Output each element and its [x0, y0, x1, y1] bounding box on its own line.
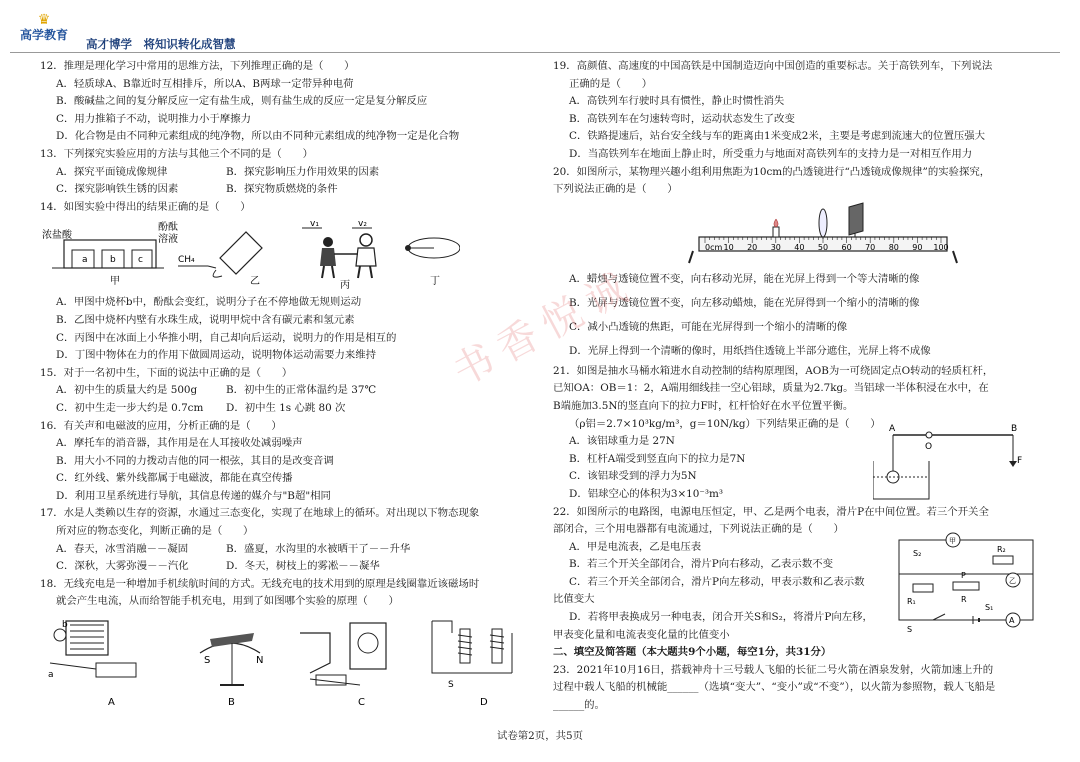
circular-motion-icon — [405, 238, 460, 258]
question-stem: 14．如图实验中得出的结果正确的是（ ） — [40, 200, 251, 213]
option-b: B．初中生的正常体温约是 37℃ — [226, 384, 377, 397]
option-c: C．初中生走一步大约是 0.7cm — [56, 401, 204, 414]
question-14 — [40, 199, 530, 365]
option-c: C．减小凸透镜的焦距，可能在光屏得到一个缩小的清晰的像 — [569, 320, 848, 333]
option-b: B．若三个开关全部闭合，滑片P向右移动，乙表示数不变 — [569, 558, 833, 571]
caption-bing: 丙 — [340, 280, 350, 292]
ammeter-a: A — [1009, 615, 1015, 625]
option-d: B．探究物质燃烧的条件 — [226, 183, 338, 196]
label-switch-s: S — [448, 680, 454, 691]
caption-d: D — [480, 697, 488, 709]
option-b: B．探究影响压力作用效果的因素 — [226, 165, 380, 178]
option-c: C．若三个开关全部闭合，滑片P向左移动，甲表示数和乙表示数 — [569, 575, 865, 588]
question-stem-cont: 部闭合，三个用电器都有电流通过，下列说法正确的是（ ） — [553, 523, 844, 536]
label-p: P — [961, 570, 966, 580]
ruler-label: 0cm — [705, 242, 723, 252]
question-stem-cont: 过程中载人飞船的机械能______（选填“变大”、“变小”或“不变”），以火箭为参照物，载人飞船是 — [553, 681, 996, 694]
option-c: C．该铝球受到的浮力为5N — [569, 470, 697, 483]
question-stem: 21．如图是抽水马桶水箱进水自动控制的结构原理图，AOB为一可绕固定点O转动的轻质杠杆， — [553, 364, 994, 377]
option-a: A．轻质球A、B靠近时互相排斥，所以A、B两球一定带异种电荷 — [56, 77, 354, 90]
option-b: B．高铁列车在匀速转弯时，运动状态发生了改变 — [569, 112, 795, 125]
circuit-diagram — [893, 530, 1043, 634]
question-16 — [40, 418, 530, 506]
option-d: D．丁图中物体在力的作用下做圆周运动，说明物体运动需要力来维持 — [56, 349, 377, 362]
caption-c: C — [358, 697, 365, 709]
label-phenol: 酚酞 — [158, 222, 178, 234]
question-stem: 17．水是人类赖以生存的资源，水通过三态变化，实现了在地球上的循环。对出现以下物态现象 — [40, 507, 480, 520]
label-acid: 浓盐酸 — [42, 230, 72, 242]
label-r2: R₂ — [997, 544, 1006, 554]
question-stem: 22．如图所示的电路图，电源电压恒定，甲、乙是两个电表，滑片P在中间位置。若三个开关全 — [553, 505, 989, 518]
option-d: D．铝球空心的体积为3×10⁻³m³ — [569, 487, 724, 500]
right-column — [553, 58, 1048, 715]
optical-bench — [553, 201, 1043, 265]
question-stem-cont: 已知OA：OB＝1：2，A端用细线挂一空心铝球，质量为2.7kg。当铝球一半体积浸在水中，在 — [553, 382, 989, 395]
question-stem-cont: B端施加3.5N的竖直向下的拉力F时，杠杆恰好在水平位置平衡。 — [553, 399, 854, 412]
option-d: D．若将甲表换成另一种电表，闭合开关S和S₂，将滑片P向左移， — [569, 611, 873, 624]
question-stem-cont: ______的。 — [553, 699, 605, 712]
option-c: C．红外线、紫外线都属于电磁波，都能在真空传播 — [56, 472, 293, 485]
option-b: B．酸碱盐之间的复分解反应一定有盐生成，则有盐生成的反应一定是复分解反应 — [56, 95, 428, 108]
label-b: B — [1011, 423, 1018, 434]
caption-ding: 丁 — [430, 276, 440, 288]
meter-circuit-icon — [300, 623, 386, 685]
option-b: B．光屏与透镜位置不变，向左移动蜡烛，能在光屏得到一个缩小的清晰的像 — [569, 296, 920, 309]
ruler-label: 70 — [865, 242, 876, 252]
question-23 — [553, 662, 1048, 715]
option-a: A．摩托车的消音器，其作用是在人耳接收处减弱噪声 — [56, 437, 303, 450]
question-22 — [553, 504, 1048, 645]
inverted-beaker-icon — [213, 232, 262, 277]
question-stem-cont: 正确的是（ ） — [569, 77, 653, 90]
label-solution: 溶液 — [158, 234, 178, 246]
q14-diagram — [40, 218, 460, 292]
label-a: A — [889, 423, 896, 434]
question-21 — [553, 363, 1048, 504]
label-v1: v₁ — [310, 219, 319, 230]
logo-text: 高学教育 — [19, 28, 68, 42]
header-divider — [10, 52, 1060, 53]
option-a: A．高铁列车行驶时具有惯性，静止时惯性消失 — [569, 95, 785, 108]
label-s: S — [907, 624, 913, 634]
option-a: A．甲是电流表，乙是电压表 — [569, 540, 702, 553]
caption-b: B — [228, 697, 235, 709]
ruler-label: 80 — [888, 242, 899, 252]
label-n: N — [256, 655, 264, 667]
question-stem: 16．有关声和电磁波的应用，分析正确的是（ ） — [40, 419, 282, 432]
left-column — [40, 58, 530, 713]
question-stem: 15．对于一名初中生，下面的说法中正确的是（ ） — [40, 366, 293, 379]
skaters-icon — [302, 228, 376, 278]
question-stem-cont: 所对应的物态变化，判断正确的是（ ） — [56, 525, 254, 538]
question-stem-cont: 就会产生电流，从而给智能手机充电，用到了如图哪个实验的原理（ ） — [56, 595, 399, 608]
label-v2: v₂ — [358, 219, 367, 230]
option-d: D．初中生 1s 心跳 80 次 — [226, 401, 346, 414]
beaker-setup-icon — [52, 240, 164, 268]
label-ch4: CH₄ — [178, 255, 195, 266]
label-s2: S₂ — [913, 548, 922, 558]
ruler-label: 100 — [933, 242, 949, 252]
option-c: C．丙图中在冰面上小华推小明，自己却向后运动，说明力的作用是相互的 — [56, 331, 397, 344]
option-a: A．初中生的质量大约是 500g — [56, 384, 198, 397]
question-stem: 23．2021年10月16日，搭载神舟十三号载人飞船的长征二号火箭在酒泉发射，火箭加速上升的 — [553, 663, 994, 676]
option-c: C．探究影响铁生锈的因素 — [56, 183, 179, 196]
option-c: C．深秋，大雾弥漫－－汽化 — [56, 560, 189, 573]
electromagnet-circuit-icon — [432, 621, 512, 673]
option-d: D．当高铁列车在地面上静止时，所受重力与地面对高铁列车的支持力是一对相互作用力 — [569, 147, 973, 160]
option-d: D．光屏上得到一个清晰的像时，用纸挡住透镜上半部分遮住，光屏上将不成像 — [569, 344, 931, 357]
option-d: D．化合物是由不同种元素组成的纯净物，所以由不同种元素组成的纯净物一定是化合物 — [56, 130, 460, 143]
slogan: 高才博学 将知识转化成智慧 — [86, 37, 236, 51]
label-f: F — [1017, 455, 1023, 466]
meter-jia: 甲 — [949, 536, 956, 545]
option-c-cont: 比值变大 — [553, 593, 595, 606]
option-a: A．甲图中烧杯b中，酚酞会变红，说明分子在不停地做无规则运动 — [56, 296, 362, 309]
meter-yi: 乙 — [1009, 576, 1016, 585]
q18-diagrams — [40, 613, 530, 711]
brand-logo — [14, 12, 74, 42]
question-stem: 13．下列探究实验应用的方法与其他三个不同的是（ ） — [40, 147, 313, 160]
option-d-cont: 甲表变化量和电流表变化量的比值变小 — [553, 628, 730, 641]
q14-figure — [40, 218, 530, 292]
caption-yi: 乙 — [250, 276, 260, 288]
ruler-label: 60 — [841, 242, 852, 252]
page-footer: 试卷第2页，共5页 — [497, 730, 583, 742]
label-s1: S₁ — [985, 602, 994, 612]
question-20 — [553, 164, 1048, 363]
label-a: a — [82, 255, 88, 266]
option-d: D．冬天，树枝上的雾凇－－凝华 — [226, 560, 380, 573]
option-b: B．乙图中烧杯内壁有水珠生成，说明甲烷中含有碳元素和氢元素 — [56, 313, 355, 326]
question-stem: 18．无线充电是一种增加手机续航时间的方式。无线充电的技术用到的原理是线圈靠近该磁场时 — [40, 577, 480, 590]
option-a: A．蜡烛与透镜位置不变，向右移动光屏，能在光屏上得到一个等大清晰的像 — [569, 272, 920, 285]
question-17 — [40, 505, 530, 575]
candle-icon — [773, 219, 779, 237]
ruler-label: 90 — [912, 242, 923, 252]
option-c: C．用力推箱子不动，说明推力小于摩擦力 — [56, 112, 251, 125]
label-b: b — [110, 255, 116, 266]
question-18 — [40, 576, 530, 711]
section-heading: 二、填空及简答题（本大题共9个小题，每空1分，共31分） — [553, 646, 832, 659]
label-r1: R₁ — [907, 596, 916, 606]
crown-icon: ♛ — [37, 12, 51, 28]
option-a: A．春天，冰雪消融－－凝固 — [56, 542, 189, 555]
ruler-label: 20 — [747, 242, 758, 252]
page-header — [14, 12, 414, 54]
question-stem: 12．推理是理化学习中常用的思维方法，下列推理正确的是（ ） — [40, 60, 355, 72]
watermark: 书香悦诚 — [445, 260, 644, 396]
option-b: B．杠杆A端受到竖直向下的拉力是7N — [569, 452, 746, 465]
option-b: B．盛夏，水沟里的水被晒干了－－升华 — [226, 542, 411, 555]
question-stem-cont: 下列说法正确的是（ ） — [553, 183, 678, 196]
question-15 — [40, 365, 530, 418]
ruler-label: 30 — [770, 242, 781, 252]
option-c: C．铁路提速后，站台安全线与车的距离由1米变成2米，主要是考虑到流速大的位置压强大 — [569, 130, 986, 143]
option-a: A．探究平面镜成像规律 — [56, 165, 168, 178]
question-stem: 20．如图所示，某物理兴趣小组利用焦距为10cm的凸透镜进行“凸透镜成像规律”的实验探究， — [553, 165, 991, 178]
ruler-label: 40 — [794, 242, 805, 252]
option-b: B．用大小不同的力拨动吉他的同一根弦，其目的是改变音调 — [56, 454, 334, 467]
label-r: R — [961, 594, 967, 604]
question-13 — [40, 146, 530, 199]
label-b: b — [62, 620, 68, 631]
option-a: A．该铝球重力是 27N — [569, 435, 675, 448]
question-12 — [40, 58, 530, 146]
label-s: S — [204, 655, 211, 667]
caption-a: A — [108, 697, 115, 709]
caption-jia: 甲 — [110, 276, 120, 288]
question-stem: 19．高颜值、高速度的中国高铁是中国制造迈向中国创造的重要标志。关于高铁列车，下列说法 — [553, 60, 993, 72]
ruler-label: 50 — [817, 242, 829, 252]
label-o: O — [925, 441, 933, 452]
q18-figure — [40, 613, 530, 711]
convex-lens-icon — [819, 209, 827, 239]
question-19 — [553, 58, 1048, 164]
label-a: a — [48, 670, 54, 681]
label-c: c — [138, 255, 143, 266]
option-d: D．利用卫星系统进行导航，其信息传递的媒介与"B超"相同 — [56, 489, 331, 502]
given-constants: （ρ铝＝2.7×10³kg/m³，g＝10N/kg）下列结果正确的是（ ） — [569, 417, 881, 430]
lever-tank-diagram — [873, 421, 1033, 501]
ruler-label: 10 — [723, 242, 734, 252]
screen-icon — [849, 203, 863, 237]
optical-bench-figure — [553, 201, 1048, 265]
